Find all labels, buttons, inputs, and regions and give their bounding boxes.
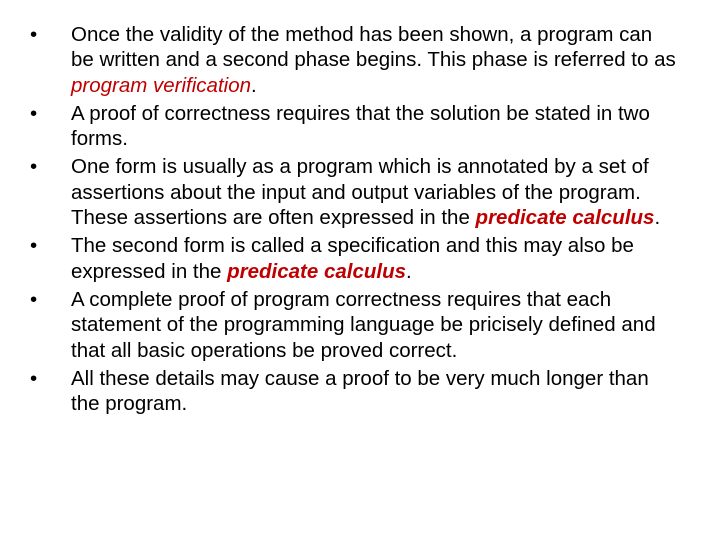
bullet-dot-icon: • [30,101,38,125]
bullet-dot-icon: • [30,23,38,46]
bullet-item [30,101,680,152]
emphasis-term: predicate calculus [475,206,655,230]
emphasis-term: program verification [71,73,252,97]
bullet-item [30,154,680,230]
bullet-list [30,22,680,416]
bullet-item [30,287,680,363]
bullet-text: The second form is called a specification and this may also be expressed in the predicate calculus. [71,234,634,283]
bullet-dot-icon: • [30,155,38,179]
emphasis-term: predicate calculus [227,259,407,283]
bullet-text: A proof of correctness requires that the solution be stated in two forms. [71,101,650,151]
bullet-dot-icon: • [30,287,38,311]
bullet-item [30,233,680,284]
bullet-text: A complete proof of program correctness requires that each statement of the programming language be pricisely defined and that all basic operations be proved correct. [71,287,656,362]
bullet-dot-icon: • [30,366,38,390]
bullet-text: Once the validity of the method has been shown, a program can be written and a second phase begins. This phase is referred to as program verification. [71,23,676,97]
bullet-dot-icon: • [30,234,38,258]
bullet-text: All these details may cause a proof to be very much longer than the program. [71,366,649,416]
bullet-item [30,366,680,417]
bullet-item [30,22,680,98]
bullet-text: One form is usually as a program which is annotated by a set of assertions about the input and output variables of the program. These assertions are often expressed in the predicate calculus. [71,155,661,230]
